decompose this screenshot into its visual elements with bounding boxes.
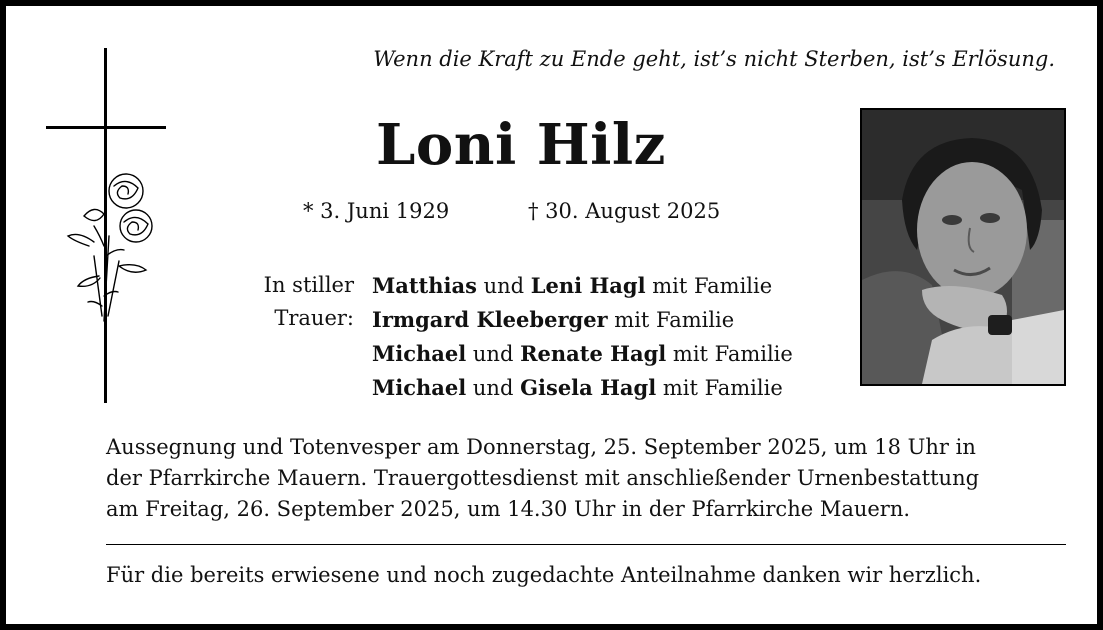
mourner-suffix: mit Familie — [666, 342, 793, 366]
death-date: † 30. August 2025 — [528, 199, 721, 223]
mourner-join: und — [466, 376, 521, 400]
mourner-name: Matthias — [372, 273, 477, 298]
mourner-join: und — [466, 342, 521, 366]
mourning-label-line2: Trauer: — [274, 306, 354, 330]
mourner-row — [372, 337, 793, 371]
mourner-name: Renate Hagl — [520, 341, 667, 366]
mourner-name: Irmgard Kleeberger — [372, 307, 608, 332]
service-line: Aussegnung und Totenvesper am Donnerstag, 25. September 2025, um 18 Uhr in — [106, 435, 976, 459]
portrait-photo — [860, 108, 1066, 386]
mourner-join: und — [476, 274, 531, 298]
service-line: am Freitag, 26. September 2025, um 14.30 Uhr in der Pfarrkirche Mauern. — [106, 497, 911, 521]
mourner-suffix: mit Familie — [645, 274, 773, 298]
mourning-label-line1: In stiller — [263, 273, 354, 297]
mourner-row — [372, 303, 793, 337]
motto-line: Wenn die Kraft zu Ende geht, ist’s nicht Sterben, ist’s Erlösung. — [373, 47, 1055, 71]
mourner-suffix: mit Familie — [607, 308, 735, 332]
mourners-list — [372, 269, 793, 405]
divider — [106, 544, 1066, 545]
mourner-name: Gisela Hagl — [520, 375, 657, 400]
deceased-name: Loni Hilz — [376, 112, 666, 178]
roses-icon — [64, 166, 164, 326]
mourner-suffix: mit Familie — [656, 376, 783, 400]
cross-horizontal-beam — [46, 126, 166, 129]
mourner-name: Leni Hagl — [530, 273, 646, 298]
mourner-row — [372, 269, 793, 303]
mourner-name: Michael — [372, 341, 467, 366]
mourner-name: Michael — [372, 375, 467, 400]
mourner-row — [372, 371, 793, 405]
service-details — [106, 432, 1071, 525]
thanks-line: Für die bereits erwiesene und noch zugedachte Anteilnahme danken wir herzlich. — [106, 563, 982, 587]
mourning-label — [224, 269, 354, 335]
birth-date: * 3. Juni 1929 — [303, 199, 450, 223]
portrait-image — [862, 110, 1064, 384]
service-line: der Pfarrkirche Mauern. Trauergottesdienst mit anschließender Urnenbestattung — [106, 466, 980, 490]
